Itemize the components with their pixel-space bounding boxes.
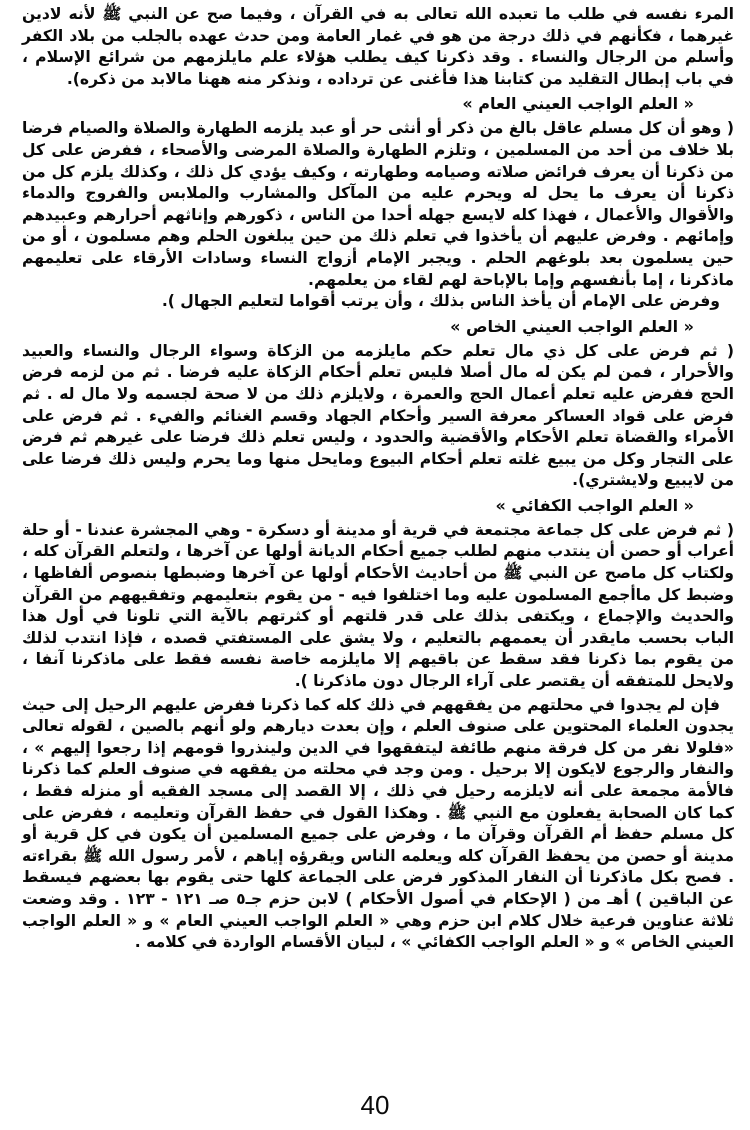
- paragraph-intro: المرء نفسه في طلب ما تعبده الله تعالى به في القرآن ، وفيما صح عن النبي ﷺ لأنه لادين غيرهما ، فكأنهم في ذلك درجة من هو في غمار العامة ومن حدث عهده بالجلب من بلاد الكفر وأسلم من الرجال والنساء . وقد ذكرنا كيف يطلب هؤلاء علم مايلزمهم من شرائع الإسلام ، في باب إبطال التقليد من كتابنا هذا فأغنى عن ترداده ، ونذكر منه ههنا مالابد من ذكره).: [22, 5, 734, 88]
- book-page: [22, 4, 734, 1084]
- paragraph-travel-and-quran: فإن لم يجدوا في محلتهم من يفقههم في ذلك كله كما ذكرنا ففرض عليهم الرحيل إلى حيث يجدون العلماء المحتوين على صنوف العلم ، وإن بعدت ديارهم ولو أنهم بالصين ، لقوله تعالى «فلولا نفر من كل فرقة منهم طائفة ليتفقهوا في الدين ولينذروا قومهم إذا رجعوا إليهم » ، والنفار والرجوع لايكون إلا برحيل . ومن وجد في محلته من يفقهه في صنوف العلم كما ذكرنا فالأمة مجمعة على أنه لايلزمه رحيل في ذلك ، إلا القصد إلى مسجد الفقيه أو منزله فقط ، كما كان الصحابة يفعلون مع النبي ﷺ . وهكذا القول في حفظ القرآن وتعليمه ، ففرض على كل مسلم حفظ أم القرآن وقرآن ما ، وفرض على جميع المسلمين أن يكون في كل قرية أو مدينة أو حصن من يحفظ القرآن كله ويعلمه الناس ويقرؤه إياهم ، لأمر رسول الله ﷺ بقراءته . فصح بكل ماذكرنا أن النفار المذكور فرض على الجماعة كلها حتى يقوم بها بعضهم فيسقط عن الباقين ) أهـ من ( الإحكام في أصول الأحكام ) لابن حزم جـ٥ صـ ١٢١ - ١٢٣ . وقد وضعت ثلاثة عناوين فرعية خلال كلام ابن حزم وهي « العلم الواجب العيني العام » و « العلم الواجب العيني الخاص » و « العلم الواجب الكفائي » ، لبيان الأقسام الواردة في كلامه .: [22, 695, 734, 952]
- heading-communal-knowledge: « العلم الواجب الكفائي »: [495, 495, 694, 515]
- heading-specific-individual-knowledge: « العلم الواجب العيني الخاص »: [450, 316, 694, 336]
- page-number: 40: [360, 1090, 390, 1120]
- paragraph-imam-duty: وفرض على الإمام أن يأخذ الناس بذلك ، وأن يرتب أقواما لتعليم الجهال ).: [161, 292, 720, 311]
- paragraph-communal: ( ثم فرض على كل جماعة مجتمعة في قرية أو مدينة أو دسكرة - وهي المجشرة عندنا - أو حلة أعراب أو حصن أن ينتدب منهم لطلب جميع أحكام الديانة أولها عن آخرها ، ولتعلم القرآن كله ، ولكتاب كل ماصح عن النبي ﷺ من أحاديث الأحكام أولها عن آخرها وضبطها بنصوص ألفاظها ، وضبط كل ماأجمع المسلمون عليه وما اختلفوا فيه - من يقوم بتعليمهم وتفقيههم من القرآن والحديث والإجماع ، ويكتفى بذلك على قدر قلتهم أو كثرتهم بالآية التي تلونا في أول هذا الباب بحسب مايقدر أن يعممهم بالتعليم ، ولا يشق على المستفتي قصده ، فإذا انتدب لذلك من يقوم بما ذكرنا فقد سقط عن باقيهم إلا مايلزمه خاصة نفسه فقط على ماذكرنا آنفا ، ولايحل للمتفقه أن يقتصر على آراء الرجال دون ماذكرنا ).: [22, 520, 734, 691]
- paragraph-general-individual: ( وهو أن كل مسلم عاقل بالغ من ذكر أو أنثى حر أو عبد يلزمه الطهارة والصلاة والصيام فرضا بلا خلاف من أحد من المسلمين ، وتلزم الطهارة والصلاة المرضى والأصحاء ، ففرض على كل من ذكرنا أن يعرف فرائض صلاته وصيامه وطهارته ، وكيف يؤدي كل ذلك ، وكذلك يلزم كل من ذكرنا أن يعرف ما يحل له ويحرم عليه من المآكل والمشارب والملابس والفروج والدماء والأقوال والأعمال ، فهذا كله لايسع جهله أحدا من الناس ، ذكورهم وإناثهم أحرارهم وعبيدهم وإمائهم . وفرض عليهم أن يأخذوا في تعلم ذلك من حين يبلغون الحلم وهم مسلمون ، أو من حين يسلمون بعد بلوغهم الحلم . ويجبر الإمام أزواج النساء وسادات الأرقاء على تعليمهم ماذكرنا ، إما بأنفسهم وإما بالإباحة لهم لقاء من يعلمهم.: [22, 119, 734, 289]
- paragraph-specific-individual: ( ثم فرض على كل ذي مال تعلم حكم مايلزمه من الزكاة وسواء الرجال والنساء والعبيد والأحرار ، فمن لم يكن له مال أصلا فليس تعلم أحكام الزكاة عليه فرضا . ثم من لزمه فرض الحج ففرض عليه تعلم أعمال الحج والعمرة ، ولايلزم ذلك من لا صحة لجسمه ولا مال له . ثم فرض على قواد العساكر معرفة السير وأحكام الجهاد وقسم الغنائم والفيء . ثم فرض على الأمراء والقضاة تعلم الأحكام والأقضية والحدود ، وليس تعلم ذلك فرضا على غيرهم ثم فرض على التجار وكل من يبيع غلته تعلم أحكام البيوع ومايحل منها وما يحرم وليس ذلك فرضا على من لايبيع ولايشتري).: [22, 341, 734, 490]
- heading-general-individual-knowledge: « العلم الواجب العيني العام »: [462, 94, 694, 114]
